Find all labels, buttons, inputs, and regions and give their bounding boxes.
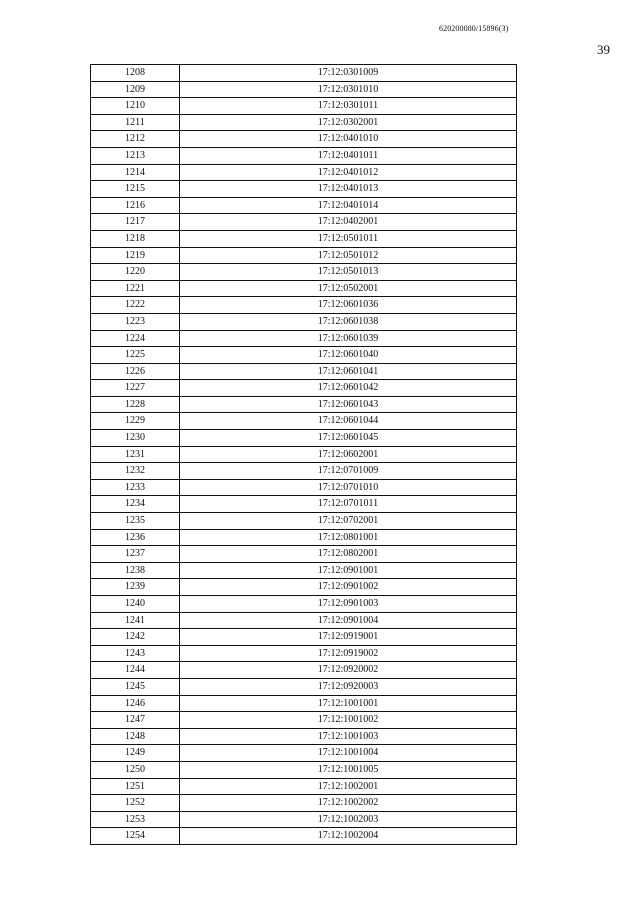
table-row	[91, 496, 517, 513]
table-row	[91, 728, 517, 745]
cadastral-code-cell: 17:12:0402001	[180, 214, 517, 231]
table-row	[91, 446, 517, 463]
cadastral-code-cell: 17:12:0501012	[180, 247, 517, 264]
row-number-cell: 1211	[91, 114, 180, 131]
table-row	[91, 712, 517, 729]
row-number-cell: 1238	[91, 562, 180, 579]
cadastral-code-cell: 17:12:0601038	[180, 313, 517, 330]
cadastral-code-cell: 17:12:0601040	[180, 347, 517, 364]
row-number-cell: 1208	[91, 65, 180, 82]
row-number-cell: 1249	[91, 745, 180, 762]
cadastral-code-cell: 17:12:0601041	[180, 363, 517, 380]
cadastral-code-cell: 17:12:0401012	[180, 164, 517, 181]
cadastral-code-cell: 17:12:0301010	[180, 81, 517, 98]
cadastral-code-cell: 17:12:1002004	[180, 828, 517, 845]
row-number-cell: 1245	[91, 678, 180, 695]
table-row	[91, 297, 517, 314]
table-row	[91, 695, 517, 712]
table-row	[91, 147, 517, 164]
table-row	[91, 761, 517, 778]
cadastral-code-cell: 17:12:0401013	[180, 181, 517, 198]
row-number-cell: 1239	[91, 579, 180, 596]
cadastral-code-cell: 17:12:0601044	[180, 413, 517, 430]
row-number-cell: 1233	[91, 479, 180, 496]
table-row	[91, 430, 517, 447]
row-number-cell: 1228	[91, 396, 180, 413]
row-number-cell: 1253	[91, 811, 180, 828]
row-number-cell: 1229	[91, 413, 180, 430]
table-row	[91, 313, 517, 330]
cadastral-code-cell: 17:12:1001003	[180, 728, 517, 745]
table-row	[91, 181, 517, 198]
table-row	[91, 247, 517, 264]
cadastral-code-cell: 17:12:0802001	[180, 546, 517, 563]
row-number-cell: 1221	[91, 280, 180, 297]
page-number: 39	[597, 42, 610, 57]
table-row	[91, 828, 517, 845]
row-number-cell: 1246	[91, 695, 180, 712]
row-number-cell: 1225	[91, 347, 180, 364]
row-number-cell: 1240	[91, 596, 180, 613]
table-row	[91, 197, 517, 214]
document-reference: 620200080/15896(3)	[439, 24, 509, 33]
row-number-cell: 1219	[91, 247, 180, 264]
row-number-cell: 1235	[91, 513, 180, 530]
row-number-cell: 1224	[91, 330, 180, 347]
row-number-cell: 1236	[91, 529, 180, 546]
cadastral-code-cell: 17:12:0901004	[180, 612, 517, 629]
row-number-cell: 1220	[91, 264, 180, 281]
cadastral-code-cell: 17:12:1001001	[180, 695, 517, 712]
cadastral-code-cell: 17:12:0601036	[180, 297, 517, 314]
row-number-cell: 1232	[91, 463, 180, 480]
cadastral-code-cell: 17:12:0302001	[180, 114, 517, 131]
row-number-cell: 1247	[91, 712, 180, 729]
cadastral-code-cell: 17:12:1002002	[180, 795, 517, 812]
row-number-cell: 1227	[91, 380, 180, 397]
table-row	[91, 745, 517, 762]
table-row	[91, 164, 517, 181]
cadastral-code-cell: 17:12:0701010	[180, 479, 517, 496]
cadastral-code-cell: 17:12:0901003	[180, 596, 517, 613]
cadastral-code-cell: 17:12:0901001	[180, 562, 517, 579]
cadastral-code-cell: 17:12:0401010	[180, 131, 517, 148]
row-number-cell: 1226	[91, 363, 180, 380]
table-row	[91, 264, 517, 281]
cadastral-code-cell: 17:12:0920002	[180, 662, 517, 679]
row-number-cell: 1217	[91, 214, 180, 231]
table-row	[91, 579, 517, 596]
table-row	[91, 396, 517, 413]
cadastral-code-cell: 17:12:0901002	[180, 579, 517, 596]
row-number-cell: 1251	[91, 778, 180, 795]
row-number-cell: 1248	[91, 728, 180, 745]
table-row	[91, 513, 517, 530]
table-row	[91, 463, 517, 480]
cadastral-code-cell: 17:12:0701009	[180, 463, 517, 480]
table-row	[91, 363, 517, 380]
row-number-cell: 1237	[91, 546, 180, 563]
cadastral-code-cell: 17:12:0601043	[180, 396, 517, 413]
row-number-cell: 1218	[91, 230, 180, 247]
row-number-cell: 1241	[91, 612, 180, 629]
table-row	[91, 795, 517, 812]
table-row	[91, 380, 517, 397]
table-row	[91, 629, 517, 646]
row-number-cell: 1209	[91, 81, 180, 98]
table-row	[91, 811, 517, 828]
cadastral-code-cell: 17:12:0301009	[180, 65, 517, 82]
table-row	[91, 413, 517, 430]
cadastral-code-cell: 17:12:0919001	[180, 629, 517, 646]
row-number-cell: 1254	[91, 828, 180, 845]
row-number-cell: 1222	[91, 297, 180, 314]
cadastral-code-cell: 17:12:0601045	[180, 430, 517, 447]
cadastral-code-cell: 17:12:0501013	[180, 264, 517, 281]
cadastral-code-cell: 17:12:0401011	[180, 147, 517, 164]
table-row	[91, 612, 517, 629]
cadastral-code-cell: 17:12:0602001	[180, 446, 517, 463]
table-row	[91, 479, 517, 496]
row-number-cell: 1223	[91, 313, 180, 330]
row-number-cell: 1214	[91, 164, 180, 181]
table-row	[91, 596, 517, 613]
table-row	[91, 562, 517, 579]
row-number-cell: 1216	[91, 197, 180, 214]
cadastral-code-cell: 17:12:1001004	[180, 745, 517, 762]
table-row	[91, 280, 517, 297]
row-number-cell: 1231	[91, 446, 180, 463]
table-row	[91, 131, 517, 148]
row-number-cell: 1250	[91, 761, 180, 778]
table-row	[91, 98, 517, 115]
cadastral-code-cell: 17:12:0702001	[180, 513, 517, 530]
table-row	[91, 230, 517, 247]
cadastral-code-cell: 17:12:0501011	[180, 230, 517, 247]
table-row	[91, 678, 517, 695]
table-row	[91, 347, 517, 364]
table-body	[91, 65, 517, 845]
cadastral-code-cell: 17:12:0601042	[180, 380, 517, 397]
row-number-cell: 1234	[91, 496, 180, 513]
cadastral-code-cell: 17:12:1001005	[180, 761, 517, 778]
table-row	[91, 330, 517, 347]
cadastral-code-cell: 17:12:1002003	[180, 811, 517, 828]
cadastral-table	[90, 64, 517, 845]
row-number-cell: 1252	[91, 795, 180, 812]
cadastral-code-cell: 17:12:0502001	[180, 280, 517, 297]
row-number-cell: 1243	[91, 645, 180, 662]
row-number-cell: 1244	[91, 662, 180, 679]
cadastral-code-cell: 17:12:0919002	[180, 645, 517, 662]
row-number-cell: 1230	[91, 430, 180, 447]
table-row	[91, 81, 517, 98]
table-row	[91, 529, 517, 546]
row-number-cell: 1210	[91, 98, 180, 115]
table-row	[91, 114, 517, 131]
table-row	[91, 546, 517, 563]
cadastral-code-cell: 17:12:0401014	[180, 197, 517, 214]
table-row	[91, 662, 517, 679]
cadastral-code-cell: 17:12:1001002	[180, 712, 517, 729]
table-row	[91, 214, 517, 231]
cadastral-code-cell: 17:12:0601039	[180, 330, 517, 347]
row-number-cell: 1213	[91, 147, 180, 164]
table-row	[91, 65, 517, 82]
cadastral-code-cell: 17:12:0701011	[180, 496, 517, 513]
cadastral-code-cell: 17:12:0920003	[180, 678, 517, 695]
cadastral-code-cell: 17:12:1002001	[180, 778, 517, 795]
cadastral-code-cell: 17:12:0801001	[180, 529, 517, 546]
row-number-cell: 1242	[91, 629, 180, 646]
cadastral-code-cell: 17:12:0301011	[180, 98, 517, 115]
row-number-cell: 1212	[91, 131, 180, 148]
table-row	[91, 778, 517, 795]
row-number-cell: 1215	[91, 181, 180, 198]
table-row	[91, 645, 517, 662]
